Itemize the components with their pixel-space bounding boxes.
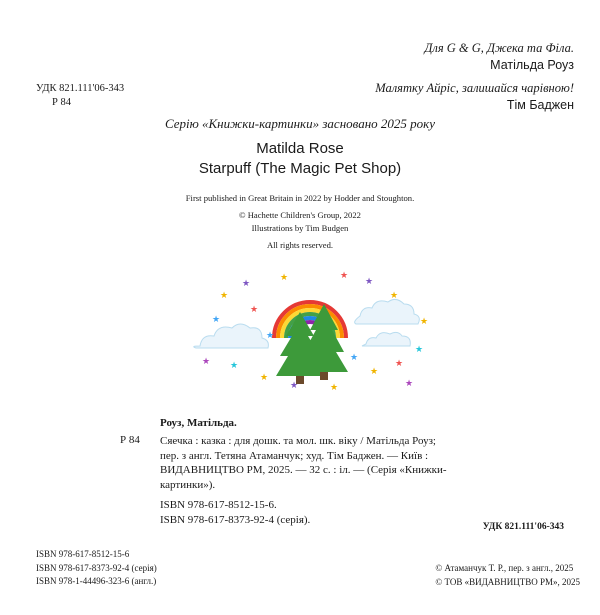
svg-text:★: ★ [390, 291, 399, 301]
footer-copyrights [435, 562, 580, 589]
bbk-code: Р 84 [52, 97, 71, 108]
bib-code: Р 84 [120, 434, 140, 446]
dedication-2 [375, 80, 574, 96]
title-en: Starpuff (The Magic Pet Shop) [198, 160, 402, 177]
svg-text:★: ★ [242, 279, 251, 289]
svg-text:★: ★ [260, 373, 269, 383]
svg-text:★: ★ [290, 381, 299, 391]
svg-text:★: ★ [350, 353, 359, 363]
dedication-1-author: Матільда Роуз [490, 58, 574, 72]
footer-isbn-3: ISBN 978-1-44496-323-6 (англ.) [36, 576, 157, 586]
dedication-2-text: Малятку Айріс, залишайся чарівною! [375, 81, 574, 95]
right-cloud-icon [355, 299, 420, 346]
svg-text:★: ★ [230, 361, 239, 371]
svg-text:★: ★ [370, 367, 379, 377]
footer-isbn-2: ISBN 978-617-8373-92-4 (серія) [36, 562, 157, 573]
svg-text:★: ★ [395, 359, 404, 369]
svg-text:★: ★ [420, 317, 429, 327]
svg-text:★: ★ [405, 379, 414, 389]
udk-top [36, 82, 124, 110]
bib-line-1: Сяечка : казка : для дошк. та мол. шк. віку / Матільда Роуз; [160, 435, 436, 447]
svg-text:★: ★ [202, 357, 211, 367]
svg-text:★: ★ [266, 331, 275, 341]
udk-code: УДК 821.111'06-343 [36, 83, 125, 94]
svg-text:★: ★ [330, 383, 339, 393]
svg-text:★: ★ [212, 315, 221, 325]
svg-text:★: ★ [250, 305, 259, 315]
dedication-1 [424, 40, 574, 56]
left-cloud-icon [194, 324, 269, 348]
dedication-2-author: Тім Баджен [506, 98, 574, 112]
series-note: Серію «Книжки-картинки» засновано 2025 року [164, 116, 436, 131]
svg-text:★: ★ [340, 271, 349, 281]
bib-udk: УДК 821.111'06-343 [482, 522, 564, 532]
rainbow-illustration [190, 268, 430, 396]
svg-text:★: ★ [415, 345, 424, 355]
rights-reserved: All rights reserved. [266, 240, 334, 250]
bib-isbn-2: ISBN 978-617-8373-92-4 (серія). [160, 513, 311, 526]
footer-isbns [36, 548, 157, 589]
bib-line-3: ВИДАВНИЦТВО РМ, 2025. — 32 с. : іл. — (Серія «Книжки- [160, 464, 447, 476]
bib-isbn-1: ISBN 978-617-8512-15-6. [160, 499, 277, 511]
bib-line-2: пер. з англ. Тетяна Атаманчук; худ. Тім Баджен. — Київ : [160, 449, 429, 462]
bib-line-4: картинки»). [160, 478, 216, 491]
svg-text:★: ★ [365, 277, 374, 287]
first-published: First published in Great Britain in 2022 by Hodder and Stoughton. [185, 193, 415, 203]
footer-copyright-2: © ТОВ «ВИДАВНИЦТВО РМ», 2025 [435, 576, 580, 587]
bib-description [160, 434, 564, 527]
author-en: Matilda Rose [256, 140, 344, 157]
svg-text:★: ★ [220, 291, 229, 301]
bib-author-heading: Роуз, Матільда. [160, 417, 237, 429]
svg-text:★: ★ [280, 273, 289, 283]
dedication-1-text: Для G & G, Джека та Філа. [424, 41, 574, 55]
footer-copyright-1: © Атаманчук Т. Р., пер. з англ., 2025 [435, 563, 574, 573]
footer-isbn-1: ISBN 978-617-8512-15-6 [36, 549, 130, 559]
copyright-original: © Hachette Children's Group, 2022 [239, 210, 361, 220]
illustrations-credit: Illustrations by Tim Budgen [251, 223, 349, 233]
